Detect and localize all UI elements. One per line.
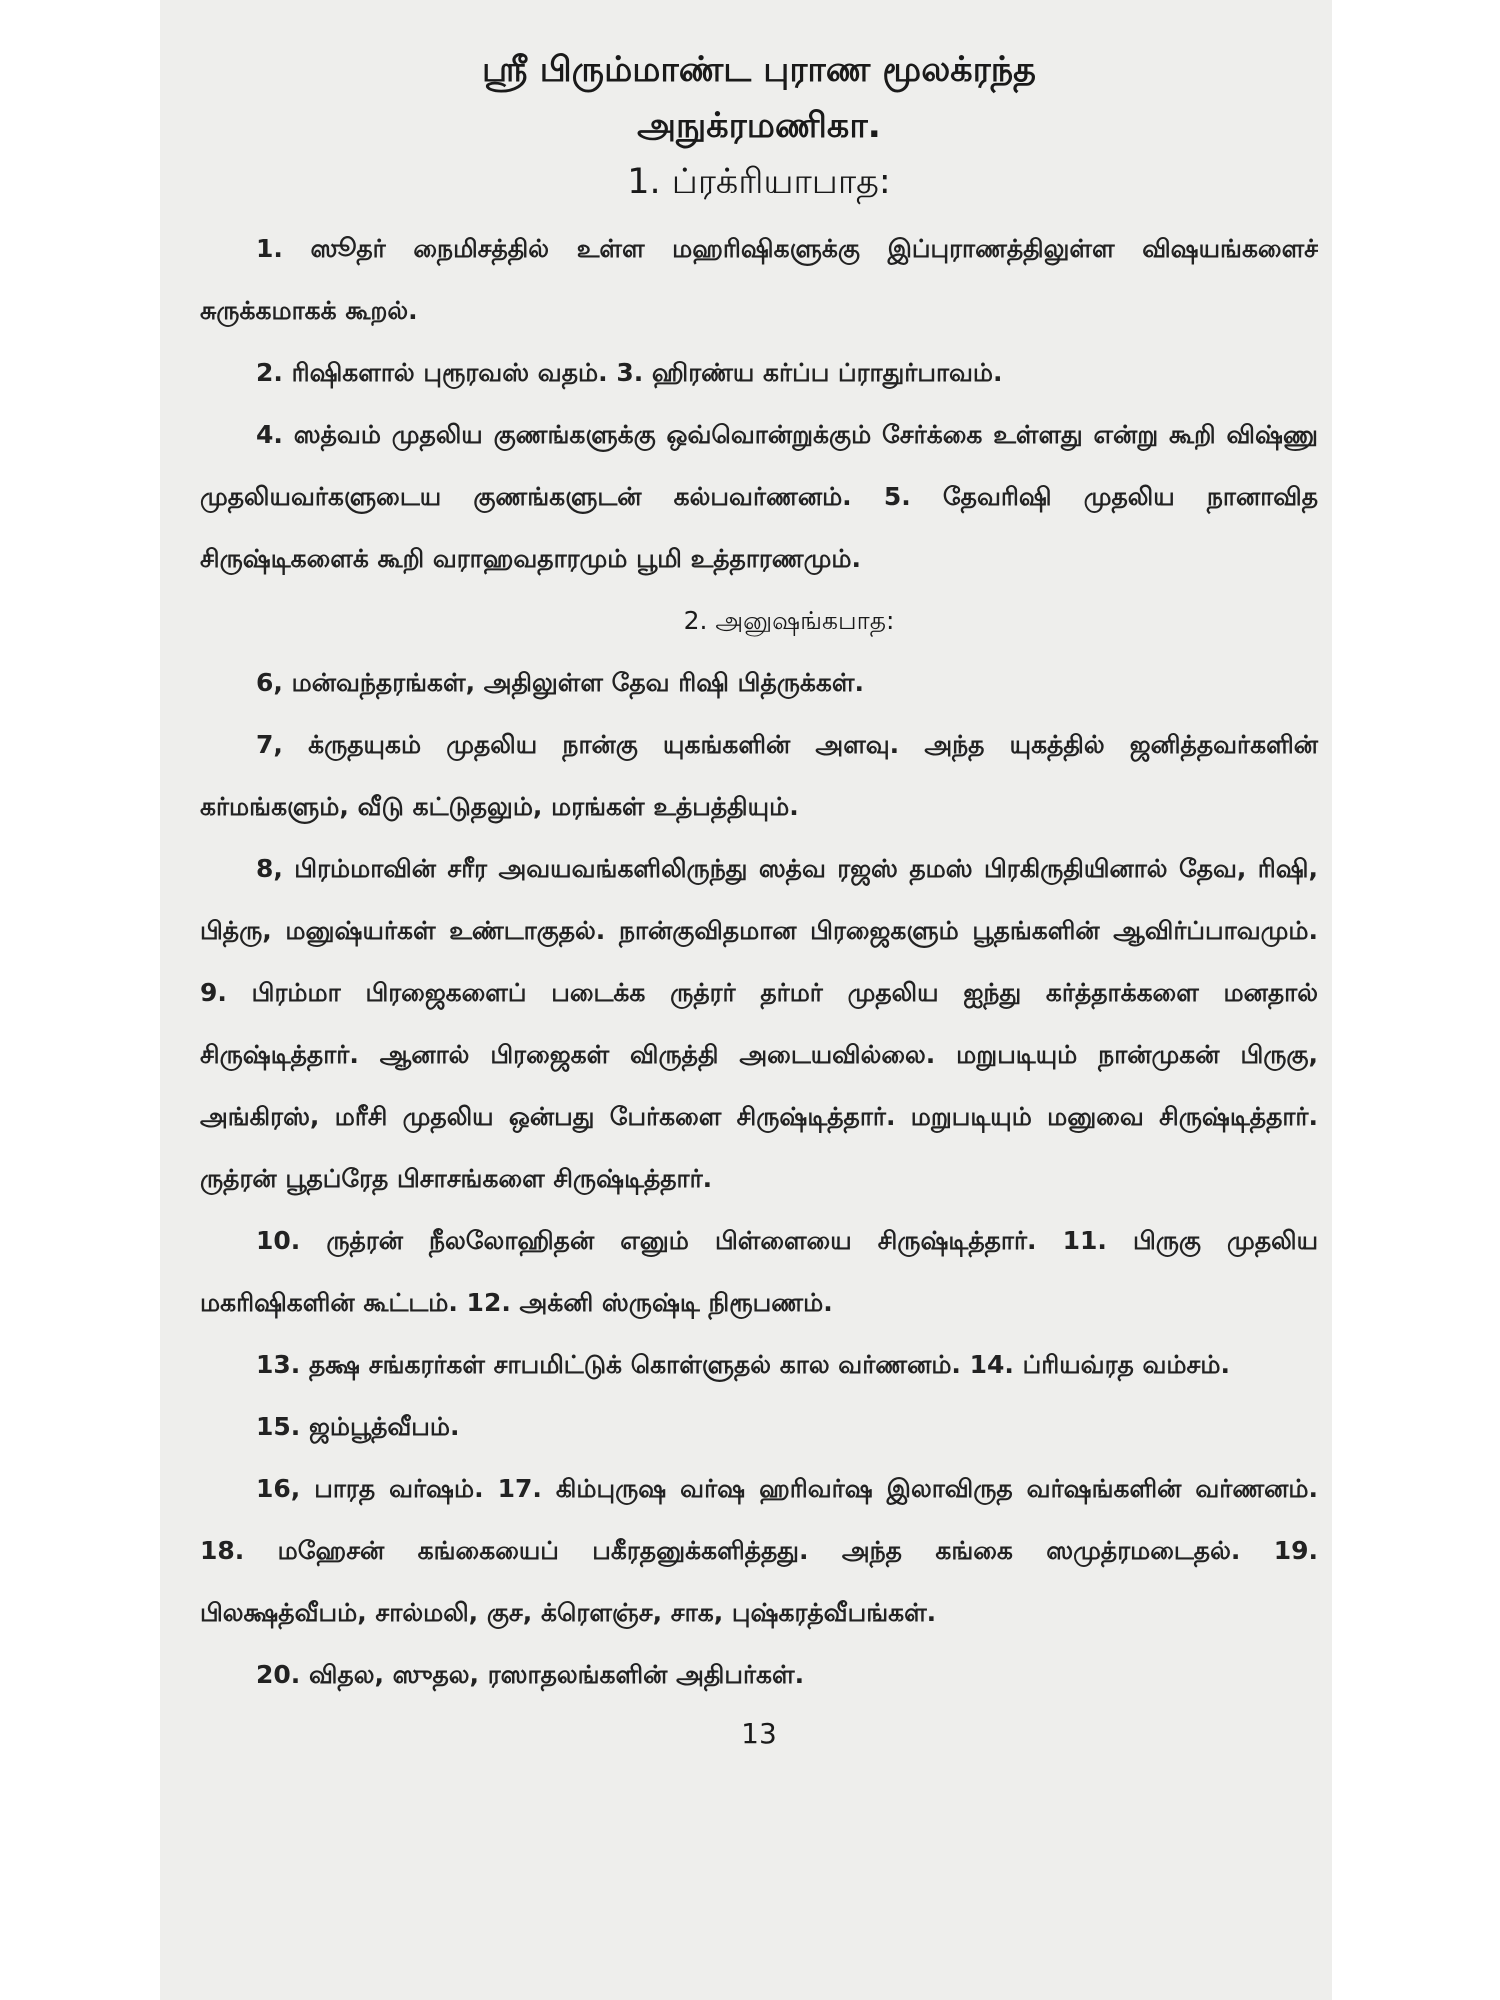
paragraph-3: 4. ஸத்வம் முதலிய குணங்களுக்கு ஒவ்வொன்றுக்கும் சேர்க்கை உள்ளது என்று கூறி விஷ்ணு முதலியவர்களுடைய குணங்களுடன் கல்பவர்ணனம். 5. தேவரிஷி முதலிய நானாவித சிருஷ்டிகளைக் கூறி வராஹவதாரமும் பூமி உத்தாரணமும். <box>200 420 1318 573</box>
paragraph-10: 16, பாரத வர்ஷம். 17. கிம்புருஷ வர்ஷ ஹரிவர்ஷ இலாவிருத வர்ஷங்களின் வர்ணனம். 18. மஹேசன் கங்கையைப் பகீரதனுக்களித்தது. அந்த கங்கை ஸமுத்ரமடைதல். 19. பிலக்ஷத்வீபம், சால்மலி, குச, க்ரௌஞ்ச, சாக, புஷ்கரத்வீபங்கள். <box>200 1474 1318 1627</box>
paragraph-7: 10. ருத்ரன் நீலலோஹிதன் எனும் பிள்ளையை சிருஷ்டித்தார். 11. பிருகு முதலிய மகரிஷிகளின் கூட்டம். 12. அக்னி ஸ்ருஷ்டி நிரூபணம். <box>200 1226 1318 1317</box>
paragraph-5: 7, க்ருதயுகம் முதலிய நான்கு யுகங்களின் அளவு. அந்த யுகத்தில் ஜனித்தவர்களின் கர்மங்களும், வீடு கட்டுதலும், மரங்கள் உத்பத்தியும். <box>200 730 1318 821</box>
page-number: 13 <box>741 1717 777 1750</box>
paragraph-9: 15. ஜம்பூத்வீபம். <box>256 1412 460 1441</box>
section-heading-prakriya: 1. ப்ரக்ரியாபாத: <box>627 162 891 202</box>
title-line-2: அநுக்ரமணிகா. <box>637 106 881 146</box>
paragraph-4: 6, மன்வந்தரங்கள், அதிலுள்ள தேவ ரிஷி பித்ருக்கள். <box>256 668 864 697</box>
paragraph-8: 13. தக்ஷ சங்கரர்கள் சாபமிட்டுக் கொள்ளுதல் கால வர்ணனம். 14. ப்ரியவ்ரத வம்சம். <box>256 1350 1230 1379</box>
paragraph-11: 20. விதல, ஸுதல, ரஸாதலங்களின் அதிபர்கள். <box>256 1660 805 1689</box>
paragraph-6: 8, பிரம்மாவின் சரீர அவயவங்களிலிருந்து ஸத்வ ரஜஸ் தமஸ் பிரகிருதியினால் தேவ, ரிஷி, பித்ரு, மனுஷ்யர்கள் உண்டாகுதல். நான்குவிதமான பிரஜைகளும் பூதங்களின் ஆவிர்ப்பாவமும். 9. பிரம்மா பிரஜைகளைப் படைக்க ருத்ரர் தர்மர் முதலிய ஐந்து கர்த்தாக்களை மனதால் சிருஷ்டித்தார். ஆனால் பிரஜைகள் விருத்தி அடையவில்லை. மறுபடியும் நான்முகன் பிருகு, அங்கிரஸ், மரீசி முதலிய ஒன்பது பேர்களை சிருஷ்டித்தார். மறுபடியும் மனுவை சிருஷ்டித்தார். ருத்ரன் பூதப்ரேத பிசாசங்களை சிருஷ்டித்தார். <box>200 854 1318 1193</box>
book-page <box>160 0 1332 2000</box>
paragraph-1: 1. ஸூதர் நைமிசத்தில் உள்ள மஹரிஷிகளுக்கு இப்புராணத்திலுள்ள விஷயங்களைச் சுருக்கமாகக் கூறல். <box>200 234 1318 325</box>
title-line-1: ஸ்ரீ பிரும்மாண்ட புராண மூலக்ரந்த <box>482 50 1036 90</box>
section-heading-anushanga: 2. அனுஷங்கபாத: <box>683 606 895 635</box>
paragraph-2: 2. ரிஷிகளால் புரூரவஸ் வதம். 3. ஹிரண்ய கர்ப்ப ப்ராதுர்பாவம். <box>256 358 1003 387</box>
